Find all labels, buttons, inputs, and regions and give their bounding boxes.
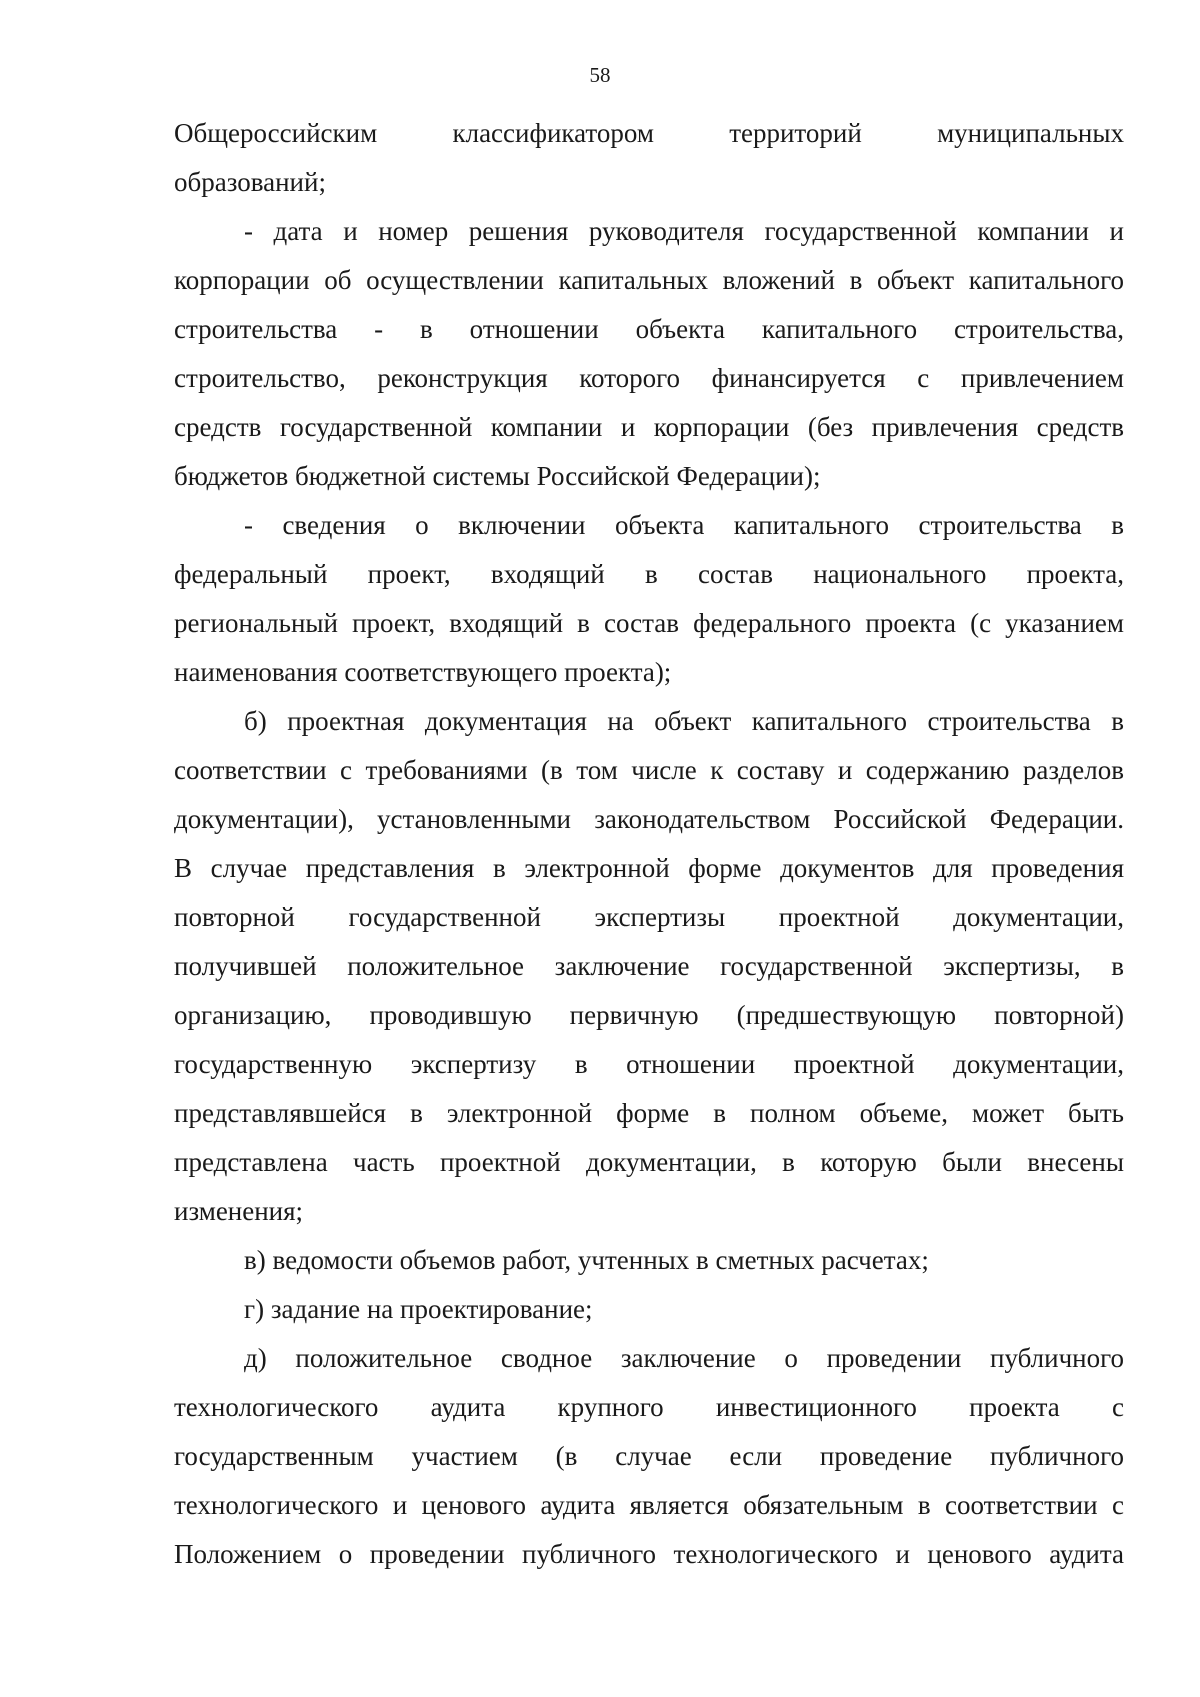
text-line: технологического и ценового аудита является обязательным в соответствии с — [174, 1490, 1124, 1520]
text-line: б) проектная документация на объект капитального строительства в — [244, 706, 1124, 736]
text-line: В случае представления в электронной форме документов для проведения — [174, 853, 1124, 883]
text-line: корпорации об осуществлении капитальных вложений в объект капитального — [174, 265, 1124, 295]
text-line: Положением о проведении публичного технологического и ценового аудита — [174, 1539, 1124, 1569]
text-line: строительство, реконструкция которого финансируется с привлечением — [174, 363, 1124, 393]
text-line: д) положительное сводное заключение о проведении публичного — [244, 1343, 1124, 1373]
text-line: в) ведомости объемов работ, учтенных в сметных расчетах; — [244, 1245, 929, 1275]
text-line: образований; — [174, 167, 326, 197]
text-line: государственную экспертизу в отношении проектной документации, — [174, 1049, 1124, 1079]
text-line: представлявшейся в электронной форме в полном объеме, может быть — [174, 1098, 1124, 1128]
text-line: г) задание на проектирование; — [244, 1294, 593, 1324]
text-line: - сведения о включении объекта капитального строительства в — [244, 510, 1124, 540]
text-line: документации), установленными законодательством Российской Федерации. — [174, 804, 1124, 834]
text-line: региональный проект, входящий в состав федерального проекта (с указанием — [174, 608, 1124, 638]
text-line: получившей положительное заключение государственной экспертизы, в — [174, 951, 1124, 981]
text-line: организацию, проводившую первичную (предшествующую повторной) — [174, 1000, 1124, 1030]
text-line: наименования соответствующего проекта); — [174, 657, 672, 687]
text-line: средств государственной компании и корпорации (без привлечения средств — [174, 412, 1124, 442]
text-line: технологического аудита крупного инвестиционного проекта с — [174, 1392, 1124, 1422]
page-number: 58 — [589, 63, 611, 87]
text-line: - дата и номер решения руководителя государственной компании и — [244, 216, 1124, 246]
text-line: соответствии с требованиями (в том числе к составу и содержанию разделов — [174, 755, 1124, 785]
text-line: государственным участием (в случае если проведение публичного — [174, 1441, 1124, 1471]
text-line: Общероссийским классификатором территорий муниципальных — [174, 118, 1124, 148]
text-line: изменения; — [174, 1196, 304, 1226]
body-text — [174, 109, 1124, 1579]
text-line: федеральный проект, входящий в состав национального проекта, — [174, 559, 1124, 589]
text-line: бюджетов бюджетной системы Российской Федерации); — [174, 461, 821, 491]
text-line: повторной государственной экспертизы проектной документации, — [174, 902, 1124, 932]
text-line: представлена часть проектной документации, в которую были внесены — [174, 1147, 1124, 1177]
text-line: строительства - в отношении объекта капитального строительства, — [174, 314, 1124, 344]
